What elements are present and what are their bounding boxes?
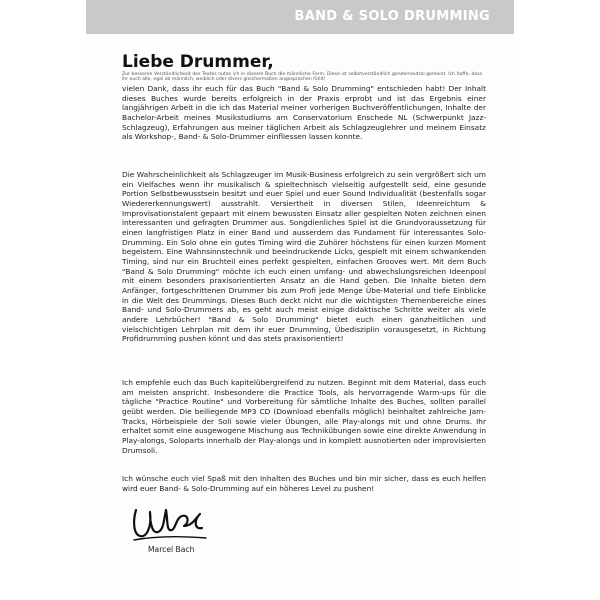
paragraph-closing: Ich wünsche euch viel Spaß mit den Inhalten des Buches und bin mir sicher, dass es euch helfen wird euer Band- & Solo-Drumming auf ein höheres Level zu pushen! [122,474,486,493]
paragraph-usage: Ich empfehle euch das Buch kapitelübergreifend zu nutzen. Beginnt mit dem Material, dass euch am meisten anspricht. Insbesondere die Practice Tools, als hervorragende Warm-ups für die tägliche "Practice Routine" und Vorbereitung für sämtliche Inhalte des Buches, sollten parallel geübt werden. Die beiliegende MP3 CD (Download ebenfalls möglich) beinhaltet zahlreiche Jam-Tracks, Hörbeispiele der Soli sowie vieler Übungen, alle Play-alongs mit und ohne Drums. Ihr erhaltet somit eine ausgewogene Mischung aus Technikübungen sowie eine direkte Anwendung in Play-alongs, Soloparts innerhalb der Play-alongs und in komplett ausnotierten oder improvisierten Drumsoli. [122,378,487,455]
letter-greeting: Liebe Drummer, [122,52,274,72]
signature-name: Marcel Bach [148,545,195,554]
handwritten-signature [130,500,210,544]
paragraph-intro: vielen Dank, dass ihr euch für das Buch "Band & Solo Drumming" entschieden habt! Der Inhalt dieses Buches wurde bereits erfolgreich in der Praxis erprobt und ist das Ergebnis einer langjährigen Arbeit in die ich das Material meiner vorherigen Buchveröffentlichungen, Inhalte der Bachelor-Arbeit meines Musikstudiums am Conservatorium Enschede NL (Schwerpunkt Jazz-Schlagzeug), Erfahrungen aus meiner täglichen Arbeit als Schlagzeuglehrer und meinem Einsatz als Workshop-, Band- & Solo-Drummer einfliessen lassen konnte. [122,84,486,142]
banner-title: BAND & SOLO DRUMMING [294,9,490,24]
gender-note: Zur besseren Verständlichkeit des Textes nutze ich in diesem Buch die männliche Form. Diese ist selbstverständlich genderneutral gemeint. Ich hoffe, dass ihr euch alle, egal ob männlich, weiblich oder divers gleichermaßen angesprochen fühlt! [122,72,482,83]
header-banner [86,0,514,34]
paragraph-versatility: Die Wahrscheinlichkeit als Schlagzeuger im Musik-Business erfolgreich zu sein vergrößert sich um ein Vielfaches wenn ihr musikalisch & spieltechnisch vielseitig aufgestellt seid, eine gesunde Portion Selbstbewusstsein besitzt und euer Spiel und euer Sound Individualität (bestenfalls sogar Wiedererkennungswert) ausstrahlt. Versiertheit in diversen Stilen, Ideenreichtum & Improvisationstalent gepaart mit einem bewussten Einsatz aller gespielten Noten zeichnen einen interessanten und gefragten Drummer aus. Songdienliches Spiel ist die Grundvoraussetzung für einen langfristigen Platz in einer Band und ausserdem das Fundament für interessantes Solo-Drumming. Ein Solo ohne ein gutes Timing wird die Zuhörer höchstens für einen kurzen Moment begeistern. Eine Wahnsinnstechnik und beeindruckende Licks, gespielt mit einem schwankenden Timing, sind nur ein Bruchteil eines perfekt gespielten, einfachen Grooves wert. Mit dem Buch "Band & Solo Drumming" möchte ich euch einen umfang- und abwechslungsreichen Ideenpool mit einem besonders praxisorientierten Ansatz an die Hand geben. Die Inhalte bieten dem Anfänger, fortgeschrittenen Drummer bis zum Profi jede Menge Übe-Material und tiefe Einblicke in die Welt des Drummings. Dieses Buch deckt nicht nur die wichtigsten Themenbereiche eines Band- und Solo-Drummers ab, es geht auch meist einige didaktische Schritte weiter als viele andere Lehrbücher! "Band & Solo Drumming" bietet euch einen ganzheitlichen und vielschichtigen Lehrplan mit dem ihr euer Drumming, Übedisziplin vorausgesetzt, in Richtung Profidrumming pushen könnt und das stets praxisorientiert! [122,170,486,344]
book-page [86,0,514,600]
